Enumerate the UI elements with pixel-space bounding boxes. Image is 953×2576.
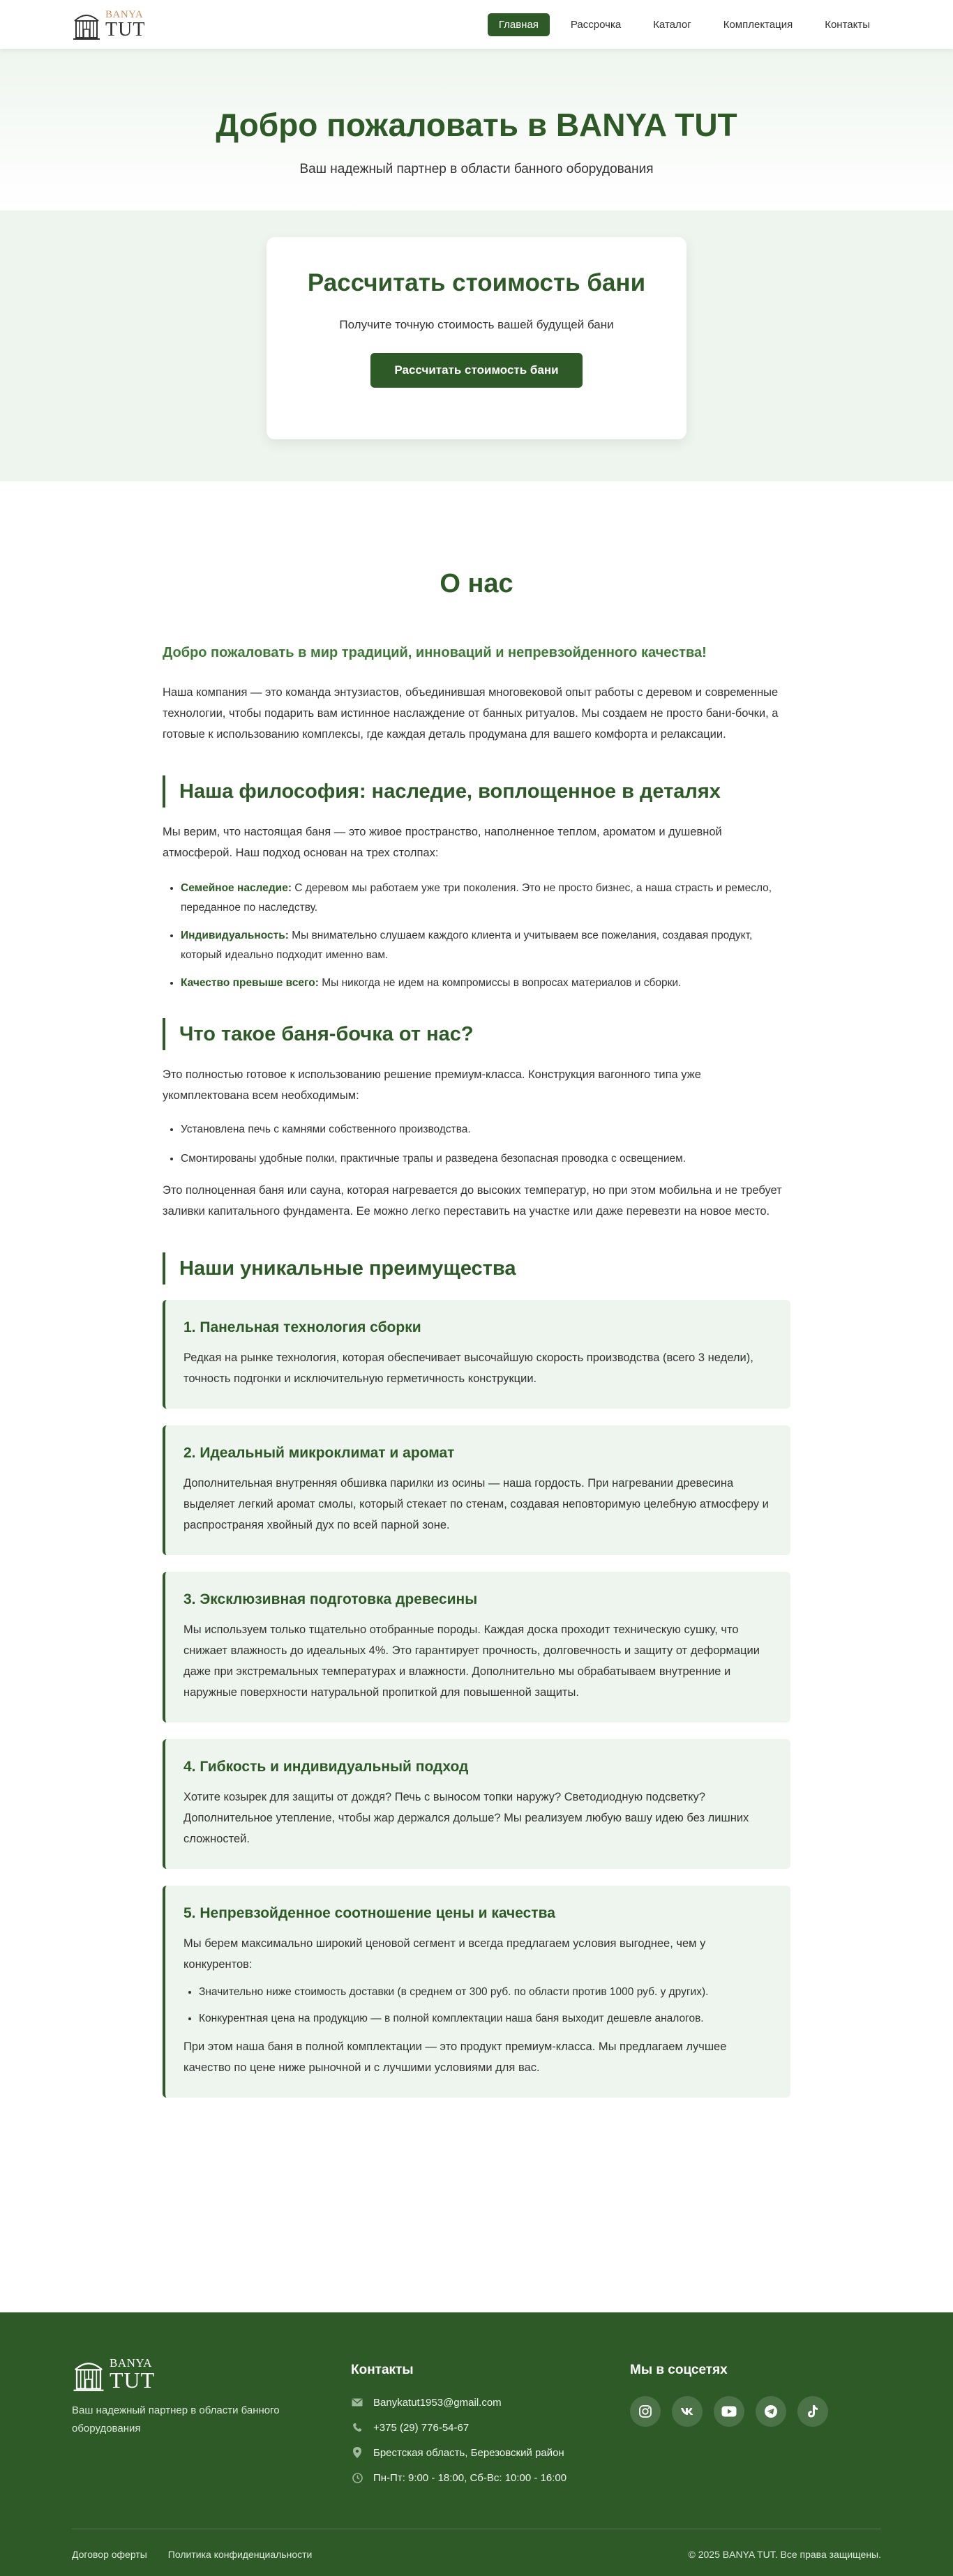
list-item: [181, 879, 790, 918]
location-pin-icon: [351, 2446, 363, 2459]
advantage-text: Редкая на рынке технология, которая обеспечивает высочайшую скорость производства (всего 3 недели), точность подгонки и исключительную герметичность конструкции.: [183, 1351, 753, 1385]
nav-catalog[interactable]: Каталог: [653, 18, 691, 31]
hero-title: Добро пожаловать в BANYA TUT: [216, 107, 737, 143]
footer-description: Ваш надежный партнер в области банного оборудования: [72, 2404, 280, 2434]
philosophy-points: [163, 879, 790, 993]
offer-agreement-link[interactable]: Договор оферты: [72, 2549, 147, 2560]
what-is-list: [163, 1120, 790, 1169]
phone-icon: [351, 2421, 363, 2434]
what-is-heading: Что такое баня-бочка от нас?: [163, 1018, 790, 1050]
logo-bathhouse-icon: [72, 8, 101, 40]
telegram-icon[interactable]: [756, 2396, 786, 2427]
about-section: [163, 481, 790, 2098]
footer-logo-bottom: TUT: [110, 2367, 156, 2393]
nav-installment[interactable]: Рассрочка: [570, 18, 622, 31]
social-links: [630, 2396, 881, 2427]
advantage-text: Хотите козырек для защиты от дождя? Печь с выносом топки наружу? Светодиодную подсветку? Дополнительное утепление, чтобы жар держался дольше? Мы реализуем любую вашу идею без лишних сложностей.: [183, 1791, 749, 1845]
point-label: Индивидуальность:: [181, 930, 289, 941]
vk-icon[interactable]: [672, 2396, 703, 2427]
logo-bathhouse-icon: [72, 2356, 105, 2392]
point-label: Семейное наследие:: [181, 882, 292, 894]
privacy-policy-link[interactable]: Политика конфиденциальности: [167, 2549, 313, 2560]
footer-address: [351, 2446, 630, 2459]
about-intro-heading: Добро пожаловать в мир традиций, инноваций и непревзойденного качества!: [163, 645, 707, 660]
envelope-icon: [351, 2396, 363, 2409]
what-is-text-2: Это полноценная баня или сауна, которая нагревается до высоких температур, но при этом мобильна и не требует заливки капитального фундамента. Ее можно легко переставить на участке или даже перевезти на новое место.: [163, 1184, 782, 1218]
footer-hours: [351, 2471, 630, 2484]
about-intro-text: Наша компания — это команда энтузиастов, объединившая многовековой опыт работы с деревом и современные технологии, чтобы подарить вам истинное наслаждение от банных ритуалов. Мы создаем не просто бани-бочки, а готовые к использованию комплексы, где каждая деталь продумана для вашего комфорта и релаксации.: [163, 686, 779, 741]
point-text: С деревом мы работаем уже три поколения. Это не просто бизнес, а наша страсть и ремесло, переданное по наследству.: [181, 882, 772, 914]
advantage-card: [163, 1886, 790, 2098]
footer-address-text: Брестская область, Березовский район: [373, 2446, 564, 2459]
calculator-section: [0, 211, 953, 481]
advantage-card: [163, 1739, 790, 1869]
footer-email-text: Banykatut1953@gmail.com: [373, 2396, 502, 2409]
advantage-card: [163, 1425, 790, 1555]
point-text: Мы внимательно слушаем каждого клиента и учитываем все пожелания, создавая продукт, который идеально подходит именно вам.: [181, 930, 753, 961]
instagram-icon[interactable]: [630, 2396, 661, 2427]
site-footer: [0, 2312, 953, 2576]
advantage-text: Мы берем максимально широкий ценовой сегмент и всегда предлагаем условия выгоднее, чем у конкурентов:: [183, 1937, 706, 1971]
footer-logo-top: BANYA: [110, 2356, 153, 2370]
advantage-card: [163, 1300, 790, 1409]
advantage-text: Мы используем только тщательно отобранные породы. Каждая доска проходит техническую сушку, что снижает влажность до идеальных 4%. Это гарантирует прочность, долговечность и защиту от деформации даже при экстремальных температурах и влажности. Дополнительно мы обрабатываем внутренние и наружные поверхности натуральной пропиткой для повышенной защиты.: [183, 1623, 760, 1699]
advantages-heading: Наши уникальные преимущества: [163, 1252, 790, 1285]
hero-section: [0, 49, 953, 211]
copyright: © 2025 BANYA TUT. Все права защищены.: [688, 2549, 881, 2560]
list-item: [181, 926, 790, 965]
advantage-title: 5. Непревзойденное соотношение цены и качества: [183, 1905, 555, 1921]
calculate-cost-button[interactable]: Рассчитать стоимость бани: [370, 353, 583, 388]
footer-email[interactable]: [351, 2396, 630, 2409]
advantage-text-2: При этом наша баня в полной комплектации — это продукт премиум-класса. Мы предлагаем лучшее качество по цене ниже рыночной и с лучшими условиями для вас.: [183, 2040, 727, 2074]
philosophy-heading: Наша философия: наследие, воплощенное в деталях: [163, 775, 790, 808]
clock-icon: [351, 2471, 363, 2484]
calculator-subtitle: Получите точную стоимость вашей будущей бани: [339, 318, 614, 331]
advantage-title: 4. Гибкость и индивидуальный подход: [183, 1759, 469, 1775]
tiktok-icon[interactable]: [797, 2396, 828, 2427]
youtube-icon[interactable]: [714, 2396, 744, 2427]
advantage-title: 2. Идеальный микроклимат и аромат: [183, 1445, 455, 1461]
list-item: • Установлена печь с камнями собственного производства.: [181, 1120, 790, 1139]
footer-contacts-heading: Контакты: [351, 2363, 414, 2377]
footer-social-heading: Мы в соцсетях: [630, 2363, 728, 2377]
about-title: О нас: [440, 569, 513, 598]
advantage-title: 3. Эксклюзивная подготовка древесины: [183, 1591, 478, 1607]
footer-logo[interactable]: [72, 2356, 351, 2392]
list-item: [181, 973, 790, 993]
nav-home[interactable]: Главная: [488, 13, 550, 36]
nav-equipment[interactable]: Комплектация: [723, 18, 793, 31]
calculator-card: [267, 237, 686, 439]
footer-hours-text: Пн-Пт: 9:00 - 18:00, Сб-Вс: 10:00 - 16:00: [373, 2471, 567, 2484]
philosophy-text: Мы верим, что настоящая баня — это живое пространство, наполненное теплом, ароматом и душевной атмосферой. Наш подход основан на трех столпах:: [163, 826, 722, 859]
footer-phone-text: +375 (29) 776-54-67: [373, 2421, 470, 2434]
logo-bottom-text: TUT: [105, 18, 146, 40]
list-item: • Смонтированы удобные полки, практичные трапы и разведена безопасная проводка с освещением.: [181, 1149, 790, 1169]
advantage-text: Дополнительная внутренняя обшивка парилки из осины — наша гордость. При нагревании древесина выделяет легкий аромат смолы, который стекает по стенам, создавая неповторимую целебную атмосферу и распространяя хвойный дух по всей парной зоне.: [183, 1477, 769, 1531]
footer-phone[interactable]: [351, 2421, 630, 2434]
point-label: Качество превыше всего:: [181, 977, 319, 989]
what-is-text: Это полностью готовое к использованию решение премиум-класса. Конструкция вагонного типа уже укомплектована всем необходимым:: [163, 1068, 701, 1102]
list-item: • Конкурентная цена на продукцию — в полной комплектации наша баня выходит дешевле аналогов.: [199, 2010, 771, 2028]
advantage-card: [163, 1572, 790, 1722]
point-text: Мы никогда не идем на компромиссы в вопросах материалов и сборки.: [318, 977, 682, 989]
main-nav: [488, 13, 881, 36]
site-header: [0, 0, 953, 49]
list-item: • Значительно ниже стоимость доставки (в среднем от 300 руб. по области против 1000 руб. у других).: [199, 1983, 771, 2001]
advantage-title: 1. Панельная технология сборки: [183, 1319, 421, 1335]
logo-top-text: BANYA: [105, 8, 144, 20]
advantage-list: [183, 1983, 771, 2028]
calculator-title: Рассчитать стоимость бани: [307, 269, 646, 296]
logo[interactable]: [72, 8, 145, 40]
nav-contacts[interactable]: Контакты: [825, 18, 870, 31]
hero-subtitle: Ваш надежный партнер в области банного оборудования: [299, 162, 654, 176]
